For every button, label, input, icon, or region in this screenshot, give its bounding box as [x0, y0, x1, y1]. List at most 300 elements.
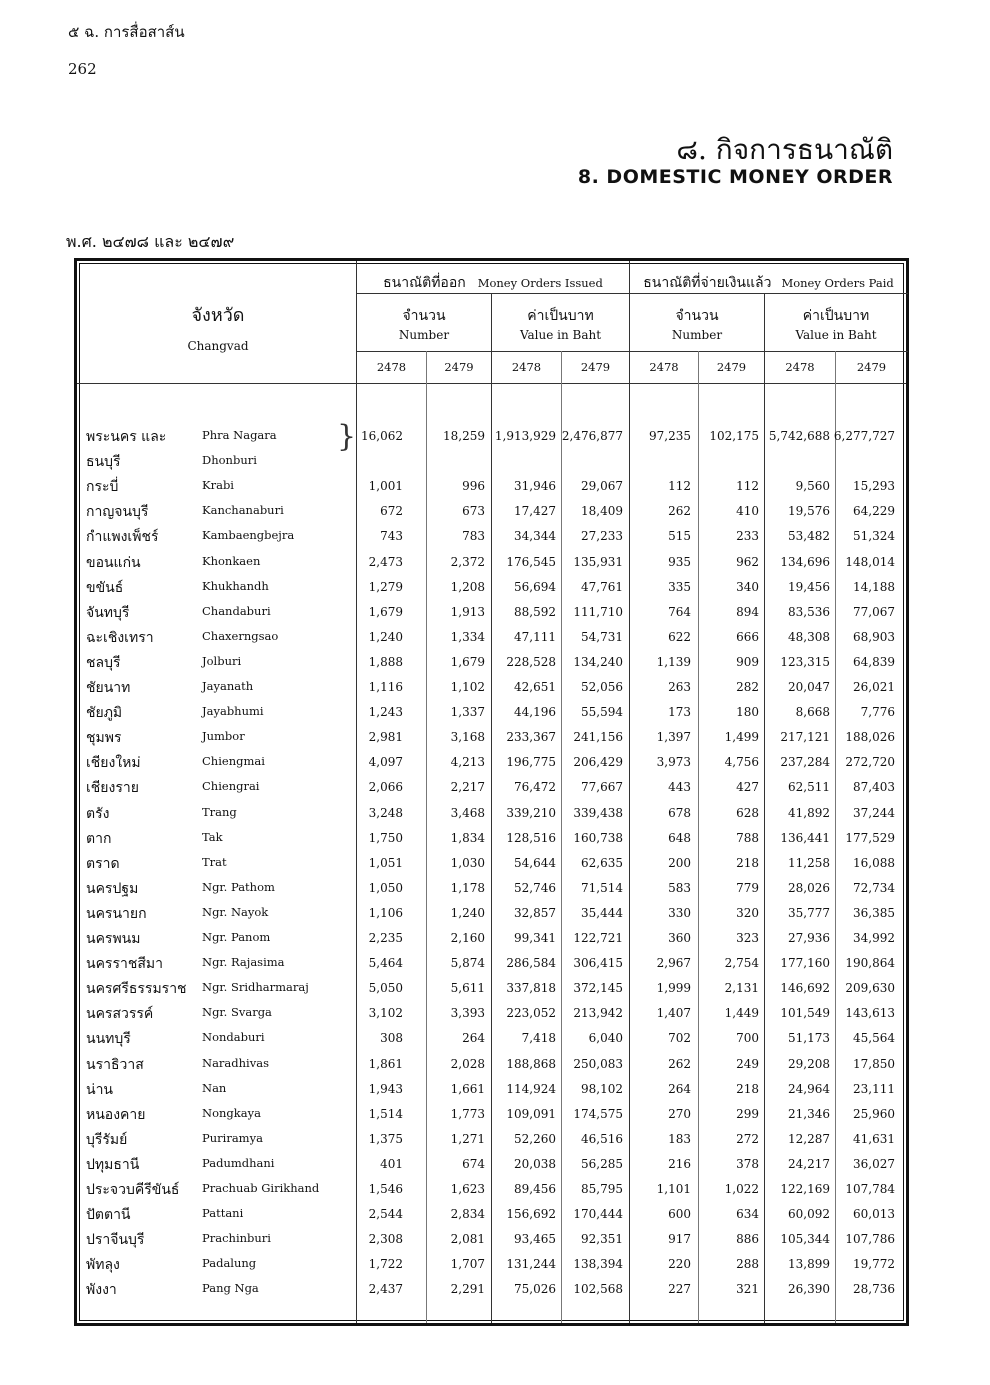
changvad-name: Jayanath — [202, 679, 254, 693]
paid-value-2478: 123,315 — [780, 654, 830, 669]
issued-number-2478: 2,981 — [368, 730, 403, 745]
issued-value-2479: 29,067 — [581, 479, 623, 494]
paid-value-2478: 101,549 — [780, 1006, 830, 1021]
paid-value-2479: 14,188 — [853, 579, 895, 594]
paid-number-2478: 262 — [668, 504, 691, 519]
changvad-name: Kambaengbejra — [202, 528, 295, 543]
paid-value-2479: 190,864 — [845, 956, 895, 971]
changvad-name: Phra Nagara — [202, 428, 277, 442]
table-row — [0, 526, 990, 551]
table-row — [0, 1179, 990, 1204]
number-header-thai: จำนวน — [402, 308, 446, 324]
paid-value-2478: 8,668 — [795, 705, 830, 720]
paid-value-2478: 53,482 — [788, 529, 830, 544]
paid-number-2478: 335 — [668, 579, 691, 594]
paid-value-2478: 122,169 — [780, 1182, 830, 1196]
paid-value-2478: 21,346 — [788, 1106, 830, 1121]
issued-value-2478: 20,038 — [514, 1156, 556, 1171]
paid-number-2479: 962 — [736, 554, 759, 569]
table-row — [0, 426, 990, 451]
paid-value-2479: 26,021 — [853, 680, 895, 694]
year-header: 2478 — [511, 360, 542, 374]
issued-value-2479: 71,514 — [581, 880, 623, 895]
paid-value-2478: 35,777 — [788, 905, 830, 920]
value-header-thai: ค่าเป็นบาท — [527, 308, 594, 324]
issued-number-2478: 308 — [380, 1031, 403, 1046]
issued-value-2478: 337,818 — [506, 981, 556, 996]
issued-number-2478: 2,235 — [368, 931, 403, 945]
paid-number-2479: 886 — [736, 1232, 759, 1247]
issued-value-2479: 206,429 — [573, 755, 623, 770]
issued-value-2478: 88,592 — [514, 604, 556, 619]
paid-value-2478: 83,536 — [788, 604, 830, 619]
issued-number-2479: 1,661 — [450, 1081, 485, 1096]
issued-value-2479: 102,568 — [573, 1282, 623, 1297]
year-header: 2478 — [649, 360, 679, 374]
paid-number-2478: 97,235 — [649, 429, 691, 443]
table-row — [0, 1229, 990, 1254]
issued-number-2479: 1,334 — [450, 629, 485, 644]
paid-number-2479: 909 — [736, 654, 759, 669]
changvad-name: Dhonburi — [202, 453, 257, 468]
paid-value-2478: 146,692 — [780, 981, 830, 996]
paid-number-2478: 1,139 — [656, 654, 691, 669]
issued-number-2479: 2,081 — [450, 1232, 485, 1247]
paid-value-2479: 19,772 — [853, 1257, 895, 1272]
paid-number-2479: 410 — [736, 504, 759, 519]
paid-value-2479: 25,960 — [853, 1106, 895, 1121]
paid-value-2478: 13,899 — [788, 1257, 830, 1272]
paid-number-2479: 180 — [736, 705, 759, 720]
issued-number-2479: 18,259 — [443, 429, 485, 443]
changvad-name: Chiengrai — [202, 779, 260, 794]
paid-value-2478: 11,258 — [788, 855, 830, 870]
paid-value-2479: 143,613 — [845, 1006, 895, 1021]
issued-number-2478: 401 — [380, 1156, 403, 1171]
issued-value-2479: 92,351 — [581, 1232, 623, 1247]
changvad-name-thai: ตรัง — [86, 805, 110, 822]
issued-value-2478: 54,644 — [514, 855, 556, 870]
issued-number-2479: 674 — [462, 1156, 485, 1171]
issued-value-2478: 339,210 — [506, 805, 556, 820]
paid-number-2479: 112 — [736, 479, 759, 494]
table-row — [0, 828, 990, 853]
paid-number-2479: 894 — [736, 604, 759, 619]
paid-number-2479: 4,756 — [724, 755, 759, 770]
paid-value-2479: 23,111 — [853, 1081, 895, 1096]
issued-value-2479: 18,409 — [581, 504, 623, 519]
changvad-name-thai: กระบี่ — [86, 479, 119, 496]
paid-value-2479: 60,013 — [853, 1207, 895, 1222]
issued-number-2479: 5,874 — [450, 956, 485, 971]
issued-number-2479: 1,773 — [450, 1106, 485, 1121]
issued-number-2478: 5,464 — [368, 956, 403, 971]
issued-number-2478: 1,243 — [368, 705, 403, 720]
paid-number-2478: 648 — [668, 830, 691, 845]
issued-value-2478: 286,584 — [506, 956, 556, 971]
changvad-name: Ngr. Panom — [202, 930, 271, 944]
paid-number-2479: 700 — [736, 1031, 759, 1046]
issued-value-2478: 114,924 — [506, 1081, 556, 1096]
changvad-name: Chaxerngsao — [202, 628, 279, 643]
paid-number-2478: 1,999 — [656, 981, 691, 996]
issued-value-2478: 42,651 — [514, 680, 556, 694]
table-row — [0, 577, 990, 602]
issued-number-2478: 1,861 — [368, 1056, 403, 1071]
changvad-name-thai: นครศรีธรรมราช — [86, 981, 187, 998]
issued-value-2478: 128,516 — [506, 830, 556, 845]
issued-number-2478: 1,051 — [368, 855, 403, 870]
changvad-name: Prachinburi — [202, 1231, 271, 1246]
issued-number-2478: 3,102 — [368, 1006, 403, 1021]
paid-value-2478: 24,964 — [788, 1081, 830, 1096]
changvad-name-thai: กาญจนบุรี — [86, 504, 149, 521]
changvad-name-thai: นครปฐม — [86, 880, 139, 897]
issued-number-2478: 4,097 — [368, 755, 403, 770]
page-title-thai: ๘. กิจการธนาณัติ — [676, 133, 893, 166]
paid-number-2478: 262 — [668, 1056, 691, 1071]
issued-value-2478: 32,857 — [514, 905, 556, 920]
changvad-name: Padalung — [202, 1256, 257, 1271]
table-row — [0, 928, 990, 953]
paid-number-2478: 227 — [668, 1282, 691, 1297]
issued-value-2479: 56,285 — [581, 1156, 623, 1171]
table-row — [0, 978, 990, 1003]
paid-value-2479: 77,067 — [853, 604, 895, 619]
paid-value-2478: 19,576 — [788, 504, 830, 519]
paid-value-2479: 188,026 — [845, 730, 895, 745]
issued-value-2478: 176,545 — [506, 554, 556, 569]
issued-value-2479: 6,040 — [588, 1031, 623, 1046]
issued-value-2479: 160,738 — [573, 830, 623, 845]
issued-value-2479: 134,240 — [573, 654, 623, 669]
paid-value-2479: 37,244 — [853, 805, 895, 820]
paid-number-2479: 218 — [736, 855, 759, 870]
paid-number-2478: 622 — [668, 629, 691, 644]
issued-value-2478: 44,196 — [514, 705, 556, 720]
paid-number-2478: 764 — [668, 604, 691, 619]
row-group-bracket: } — [337, 419, 357, 454]
table-row — [0, 602, 990, 627]
paid-number-2478: 443 — [668, 780, 691, 795]
paid-number-2478: 270 — [668, 1106, 691, 1121]
issued-number-2479: 2,834 — [450, 1207, 485, 1222]
paid-value-2478: 19,456 — [788, 579, 830, 594]
changvad-name-thai: ตราด — [86, 855, 120, 872]
issued-number-2478: 743 — [380, 529, 403, 544]
paid-number-2479: 282 — [736, 680, 759, 694]
year-header: 2478 — [376, 360, 407, 374]
issued-number-2479: 1,913 — [450, 604, 485, 619]
issued-value-2479: 46,516 — [581, 1131, 623, 1146]
issued-value-2479: 35,444 — [581, 905, 623, 920]
paid-value-2478: 5,742,688 — [768, 429, 830, 443]
issued-group-header — [357, 272, 629, 294]
changvad-name-thai: น่าน — [86, 1081, 114, 1098]
issued-value-2478: 76,472 — [514, 780, 556, 795]
paid-number-2479: 1,022 — [724, 1182, 759, 1196]
issued-value-2478: 56,694 — [514, 579, 556, 594]
table-row — [0, 1129, 990, 1154]
issued-value-2478: 228,528 — [506, 654, 556, 669]
paid-number-2479: 788 — [736, 830, 759, 845]
changvad-name-thai: นนทบุรี — [86, 1031, 131, 1048]
changvad-name-thai: พังงา — [86, 1282, 117, 1299]
issued-value-2479: 138,394 — [573, 1257, 623, 1272]
paid-number-2478: 600 — [668, 1207, 691, 1222]
table-row — [0, 1154, 990, 1179]
number-header-thai: จำนวน — [675, 308, 719, 324]
table-row — [0, 476, 990, 501]
paid-number-2478: 2,967 — [656, 956, 691, 971]
issued-number-2478: 1,546 — [368, 1182, 403, 1196]
issued-value-2478: 188,868 — [506, 1056, 556, 1071]
issued-number-2479: 5,611 — [450, 981, 485, 996]
paid-value-2478: 28,026 — [788, 880, 830, 895]
changvad-name: Khonkaen — [202, 553, 261, 568]
paid-value-2479: 36,385 — [853, 905, 895, 920]
value-header: Value in Baht — [519, 328, 602, 342]
changvad-name-thai: ขขันธ์ — [86, 579, 124, 596]
issued-number-2479: 783 — [462, 529, 485, 544]
issued-value-2479: 213,942 — [573, 1006, 623, 1021]
changvad-name-thai: ชลบุรี — [86, 654, 121, 671]
issued-number-2478: 1,050 — [368, 880, 403, 895]
paid-value-2478: 41,892 — [788, 805, 830, 820]
section-label: ๕ ฉ. การสื่อสาส์น — [68, 23, 185, 41]
table-row — [0, 1254, 990, 1279]
issued-number-2479: 2,028 — [450, 1056, 485, 1071]
issued-value-2479: 52,056 — [581, 680, 623, 694]
paid-number-2479: 272 — [736, 1131, 759, 1146]
paid-value-2478: 26,390 — [788, 1282, 830, 1297]
paid-value-2479: 177,529 — [845, 830, 895, 845]
paid-number-2478: 263 — [668, 680, 691, 694]
paid-value-2478: 136,441 — [780, 830, 830, 845]
issued-number-2478: 1,722 — [368, 1257, 403, 1272]
issued-value-2478: 75,026 — [514, 1282, 556, 1297]
paid-number-2479: 218 — [736, 1081, 759, 1096]
paid-number-header — [630, 307, 764, 345]
paid-number-2478: 583 — [668, 880, 691, 895]
changvad-name-thai: เชียงราย — [86, 780, 139, 797]
paid-value-2478: 48,308 — [788, 629, 830, 644]
issued-number-2479: 1,208 — [450, 579, 485, 594]
paid-number-2479: 102,175 — [709, 429, 759, 443]
table-row — [0, 1079, 990, 1104]
paid-number-2478: 935 — [668, 554, 691, 569]
changvad-name-thai: พระนคร และ — [86, 429, 167, 445]
changvad-name: Kanchanaburi — [202, 503, 284, 518]
paid-value-2479: 51,324 — [853, 529, 895, 544]
changvad-name: Trat — [202, 854, 227, 869]
changvad-name-thai: ปราจีนบุรี — [86, 1232, 145, 1249]
issued-value-2478: 99,341 — [514, 931, 556, 945]
issued-number-2478: 1,888 — [368, 654, 403, 669]
changvad-name-thai: เชียงใหม่ — [86, 755, 141, 772]
paid-number-2479: 1,449 — [724, 1006, 759, 1021]
issued-number-2479: 3,468 — [450, 805, 485, 820]
paid-number-2479: 634 — [736, 1207, 759, 1222]
paid-value-2479: 7,776 — [860, 705, 895, 720]
page-title: 8. DOMESTIC MONEY ORDER — [577, 166, 893, 188]
paid-number-2478: 1,397 — [656, 730, 691, 745]
issued-value-2478: 156,692 — [506, 1207, 556, 1222]
changvad-name: Krabi — [202, 478, 234, 493]
paid-number-2478: 330 — [668, 905, 691, 920]
paid-number-2479: 628 — [736, 805, 759, 820]
paid-number-2478: 515 — [668, 529, 691, 544]
changvad-name: Ngr. Pathom — [202, 879, 275, 894]
table-row — [0, 627, 990, 652]
issued-group-thai: ธนาณัติที่ออก — [383, 275, 466, 291]
paid-value-2479: 209,630 — [845, 981, 895, 996]
issued-value-2479: 170,444 — [573, 1207, 623, 1222]
changvad-name-thai: พัทลุง — [86, 1257, 120, 1274]
changvad-name: Nongkaya — [202, 1105, 261, 1120]
changvad-name: Nondaburi — [202, 1030, 265, 1045]
issued-value-2479: 47,761 — [581, 579, 623, 594]
paid-value-2479: 34,992 — [853, 931, 895, 945]
issued-number-2479: 996 — [462, 479, 485, 494]
paid-value-2478: 27,936 — [788, 931, 830, 945]
paid-group-english: Money Orders Paid — [781, 276, 894, 290]
table-row — [0, 1279, 990, 1304]
paid-number-2479: 666 — [736, 629, 759, 644]
paid-value-2479: 36,027 — [853, 1156, 895, 1171]
changvad-name-thai: นครสวรรค์ — [86, 1006, 154, 1023]
changvad-header-thai: จังหวัด — [191, 305, 245, 326]
paid-value-2478: 134,696 — [780, 554, 830, 569]
changvad-name: Chandaburi — [202, 603, 271, 618]
table-row — [0, 501, 990, 526]
table-row — [0, 652, 990, 677]
issued-number-2479: 1,271 — [450, 1131, 485, 1146]
issued-number-2478: 1,375 — [368, 1131, 403, 1146]
paid-value-2478: 62,511 — [788, 780, 830, 795]
issued-value-2479: 174,575 — [573, 1106, 623, 1121]
issued-value-2478: 131,244 — [506, 1257, 556, 1272]
issued-value-2479: 98,102 — [581, 1081, 623, 1096]
issued-number-2478: 2,066 — [368, 780, 403, 795]
changvad-name-thai: ชุมพร — [86, 730, 122, 747]
issued-number-2478: 3,248 — [368, 805, 403, 820]
paid-number-2478: 173 — [668, 705, 691, 720]
paid-number-2478: 183 — [668, 1131, 691, 1146]
issued-value-2478: 52,260 — [514, 1131, 556, 1146]
paid-value-2479: 64,839 — [853, 654, 895, 669]
paid-number-2479: 2,131 — [724, 981, 759, 996]
paid-number-2479: 299 — [736, 1106, 759, 1121]
header-rule-subgroups — [356, 351, 908, 352]
paid-value-2479: 45,564 — [853, 1031, 895, 1046]
issued-value-2479: 135,931 — [573, 554, 623, 569]
paid-value-2478: 20,047 — [788, 680, 830, 694]
issued-number-2478: 16,062 — [361, 429, 403, 443]
table-row — [0, 727, 990, 752]
changvad-name-thai: จันทบุรี — [86, 604, 130, 621]
changvad-name: Nan — [202, 1080, 227, 1095]
changvad-name-thai: ชัยภูมิ — [86, 705, 123, 722]
issued-number-2479: 3,168 — [450, 730, 485, 745]
paid-value-2478: 237,284 — [780, 755, 830, 770]
issued-number-2478: 1,750 — [368, 830, 403, 845]
page-number: 262 — [68, 60, 97, 78]
table-row — [0, 702, 990, 727]
changvad-name-thai: นครราชสีมา — [86, 956, 163, 973]
value-header: Value in Baht — [795, 328, 877, 342]
changvad-name-thai: นราธิวาส — [86, 1056, 144, 1073]
paid-value-2479: 87,403 — [853, 780, 895, 795]
paid-value-2479: 107,786 — [845, 1232, 895, 1247]
year-header: 2479 — [444, 360, 474, 374]
paid-value-2478: 24,217 — [788, 1156, 830, 1171]
issued-value-2478: 223,052 — [506, 1006, 556, 1021]
changvad-name-thai: นครนายก — [86, 905, 147, 922]
paid-number-2478: 917 — [668, 1232, 691, 1247]
paid-number-2478: 678 — [668, 805, 691, 820]
changvad-name: Ngr. Svarga — [202, 1005, 272, 1020]
issued-value-2478: 233,367 — [506, 730, 556, 745]
issued-number-2478: 1,514 — [368, 1106, 403, 1121]
changvad-name: Khukhandh — [202, 578, 269, 593]
table-row — [0, 1104, 990, 1129]
issued-value-2479: 62,635 — [581, 855, 623, 870]
paid-value-2478: 217,121 — [780, 730, 830, 745]
issued-number-2479: 2,160 — [450, 931, 485, 945]
issued-value-2478: 17,427 — [514, 504, 556, 519]
issued-number-2478: 1,679 — [368, 604, 403, 619]
changvad-name: Ngr. Rajasima — [202, 955, 285, 970]
issued-number-2479: 1,240 — [450, 905, 485, 920]
paid-number-2479: 321 — [736, 1282, 759, 1297]
paid-number-2479: 249 — [736, 1056, 759, 1071]
paid-number-2478: 220 — [668, 1257, 691, 1272]
year-header: 2478 — [785, 360, 815, 374]
paid-number-2479: 323 — [736, 931, 759, 945]
paid-value-2479: 64,229 — [853, 504, 895, 519]
table-row — [0, 953, 990, 978]
changvad-name: Naradhivas — [202, 1055, 269, 1070]
paid-value-2479: 15,293 — [853, 479, 895, 494]
issued-number-header — [357, 307, 491, 345]
year-header: 2479 — [716, 360, 747, 374]
paid-number-2478: 1,407 — [656, 1006, 691, 1021]
changvad-name: Prachuab Girikhand — [202, 1181, 320, 1195]
issued-value-2479: 77,667 — [581, 780, 623, 795]
table-row — [0, 777, 990, 802]
paid-number-2479: 320 — [736, 905, 759, 920]
issued-number-2479: 2,217 — [450, 780, 485, 795]
changvad-name: Ngr. Nayok — [202, 904, 269, 919]
changvad-name: Jayabhumi — [202, 704, 264, 719]
paid-value-2478: 177,160 — [780, 956, 830, 971]
paid-value-2478: 9,560 — [795, 479, 830, 494]
paid-value-2479: 16,088 — [853, 855, 895, 870]
paid-number-2478: 112 — [668, 479, 691, 494]
changvad-name-thai: ปทุมธานี — [86, 1156, 140, 1173]
table-row — [0, 878, 990, 903]
issued-number-2479: 1,102 — [450, 680, 485, 694]
issued-value-2478: 7,418 — [521, 1031, 556, 1046]
issued-value-2479: 2,476,877 — [561, 429, 623, 443]
issued-number-2479: 1,337 — [450, 705, 485, 720]
paid-number-2478: 200 — [668, 855, 691, 870]
issued-number-2479: 673 — [462, 504, 485, 519]
issued-number-2478: 1,116 — [368, 680, 403, 694]
changvad-name: Jumbor — [202, 729, 245, 744]
issued-value-2479: 54,731 — [581, 629, 623, 644]
